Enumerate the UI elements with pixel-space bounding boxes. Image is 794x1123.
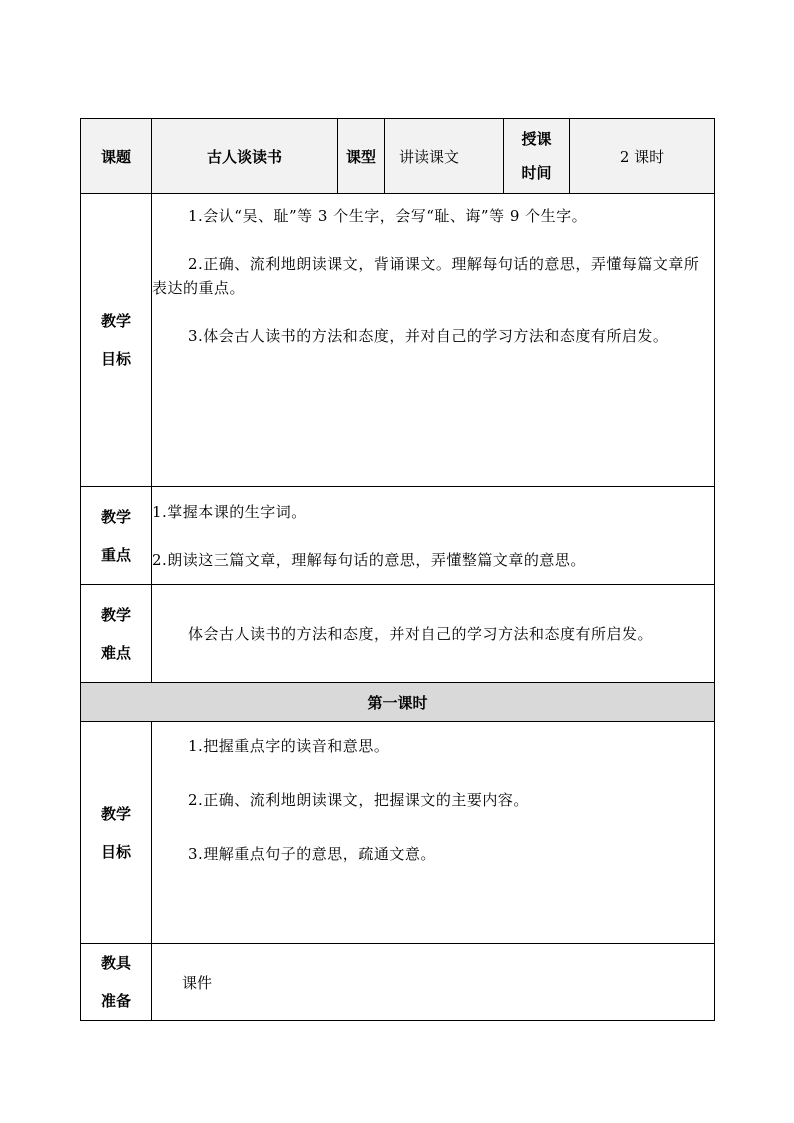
time-label-line1: 授课: [521, 130, 552, 148]
objectives-row: [81, 194, 715, 487]
key-point-item: 2.朗读这三篇文章，理解每句话的意思，弄懂整篇文章的意思。: [152, 550, 586, 569]
time-label: [504, 119, 570, 194]
first-lesson-header-row: [81, 683, 715, 722]
difficulties-label: [81, 585, 152, 683]
first-lesson-objectives-label: [81, 722, 152, 944]
materials-row: [81, 944, 715, 1021]
time-label-line2: 时间: [521, 164, 552, 182]
first-lesson-objective-item: 2.正确、流利地朗读课文，把握课文的主要内容。: [188, 791, 529, 809]
first-lesson-objective-item: 3.理解重点句子的意思，疏通文意。: [188, 845, 436, 863]
time-value: 2 课时: [570, 119, 715, 194]
difficulties-row: [81, 585, 715, 683]
type-value: 讲读课文: [385, 119, 504, 194]
first-lesson-objectives-row: [81, 722, 715, 944]
objectives-label-line1: 教学: [100, 312, 131, 330]
topic-value: 古人谈读书: [152, 119, 338, 194]
difficulties-text: 体会古人读书的方法和态度，并对自己的学习方法和态度有所启发。: [188, 624, 654, 643]
key-point-item: 1.掌握本课的生字词。: [152, 502, 307, 521]
first-lesson-objectives-label-line2: 目标: [100, 842, 131, 861]
lesson-plan-table: [80, 118, 715, 1021]
materials-label-line1: 教具: [100, 954, 131, 972]
type-label: 课型: [338, 119, 385, 194]
key-points-content: [152, 487, 715, 585]
first-lesson-objectives-content: [152, 722, 715, 944]
first-lesson-objective-item: 1.把握重点字的读音和意思。: [188, 737, 390, 755]
objective-item: 1.会认“吴、耻”等 3 个生字，会写“耻、诲”等 9 个生字。: [188, 207, 588, 225]
topic-label: 课题: [81, 119, 152, 194]
objectives-label: [81, 194, 152, 487]
first-lesson-title: 第一课时: [81, 683, 715, 722]
key-points-row: [81, 487, 715, 585]
first-lesson-objectives-label-line1: 教学: [100, 804, 131, 823]
objectives-content: [152, 194, 715, 487]
objectives-label-line2: 目标: [100, 350, 131, 368]
materials-value: 课件: [152, 944, 715, 1021]
objective-item: 3.体会古人读书的方法和态度，并对自己的学习方法和态度有所启发。: [188, 327, 669, 345]
key-points-label-line1: 教学: [100, 507, 131, 526]
header-row: [81, 119, 715, 194]
difficulties-label-line2: 难点: [100, 643, 131, 662]
key-points-label-line2: 重点: [100, 545, 131, 564]
difficulties-label-line1: 教学: [100, 605, 131, 624]
key-points-label: [81, 487, 152, 585]
materials-label: [81, 944, 152, 1021]
difficulties-content: [152, 585, 715, 683]
materials-label-line2: 准备: [100, 992, 131, 1010]
objective-item: 2.正确、流利地朗读课文，背诵课文。理解每句话的意思，弄懂每篇文章所表达的重点。: [152, 255, 700, 297]
